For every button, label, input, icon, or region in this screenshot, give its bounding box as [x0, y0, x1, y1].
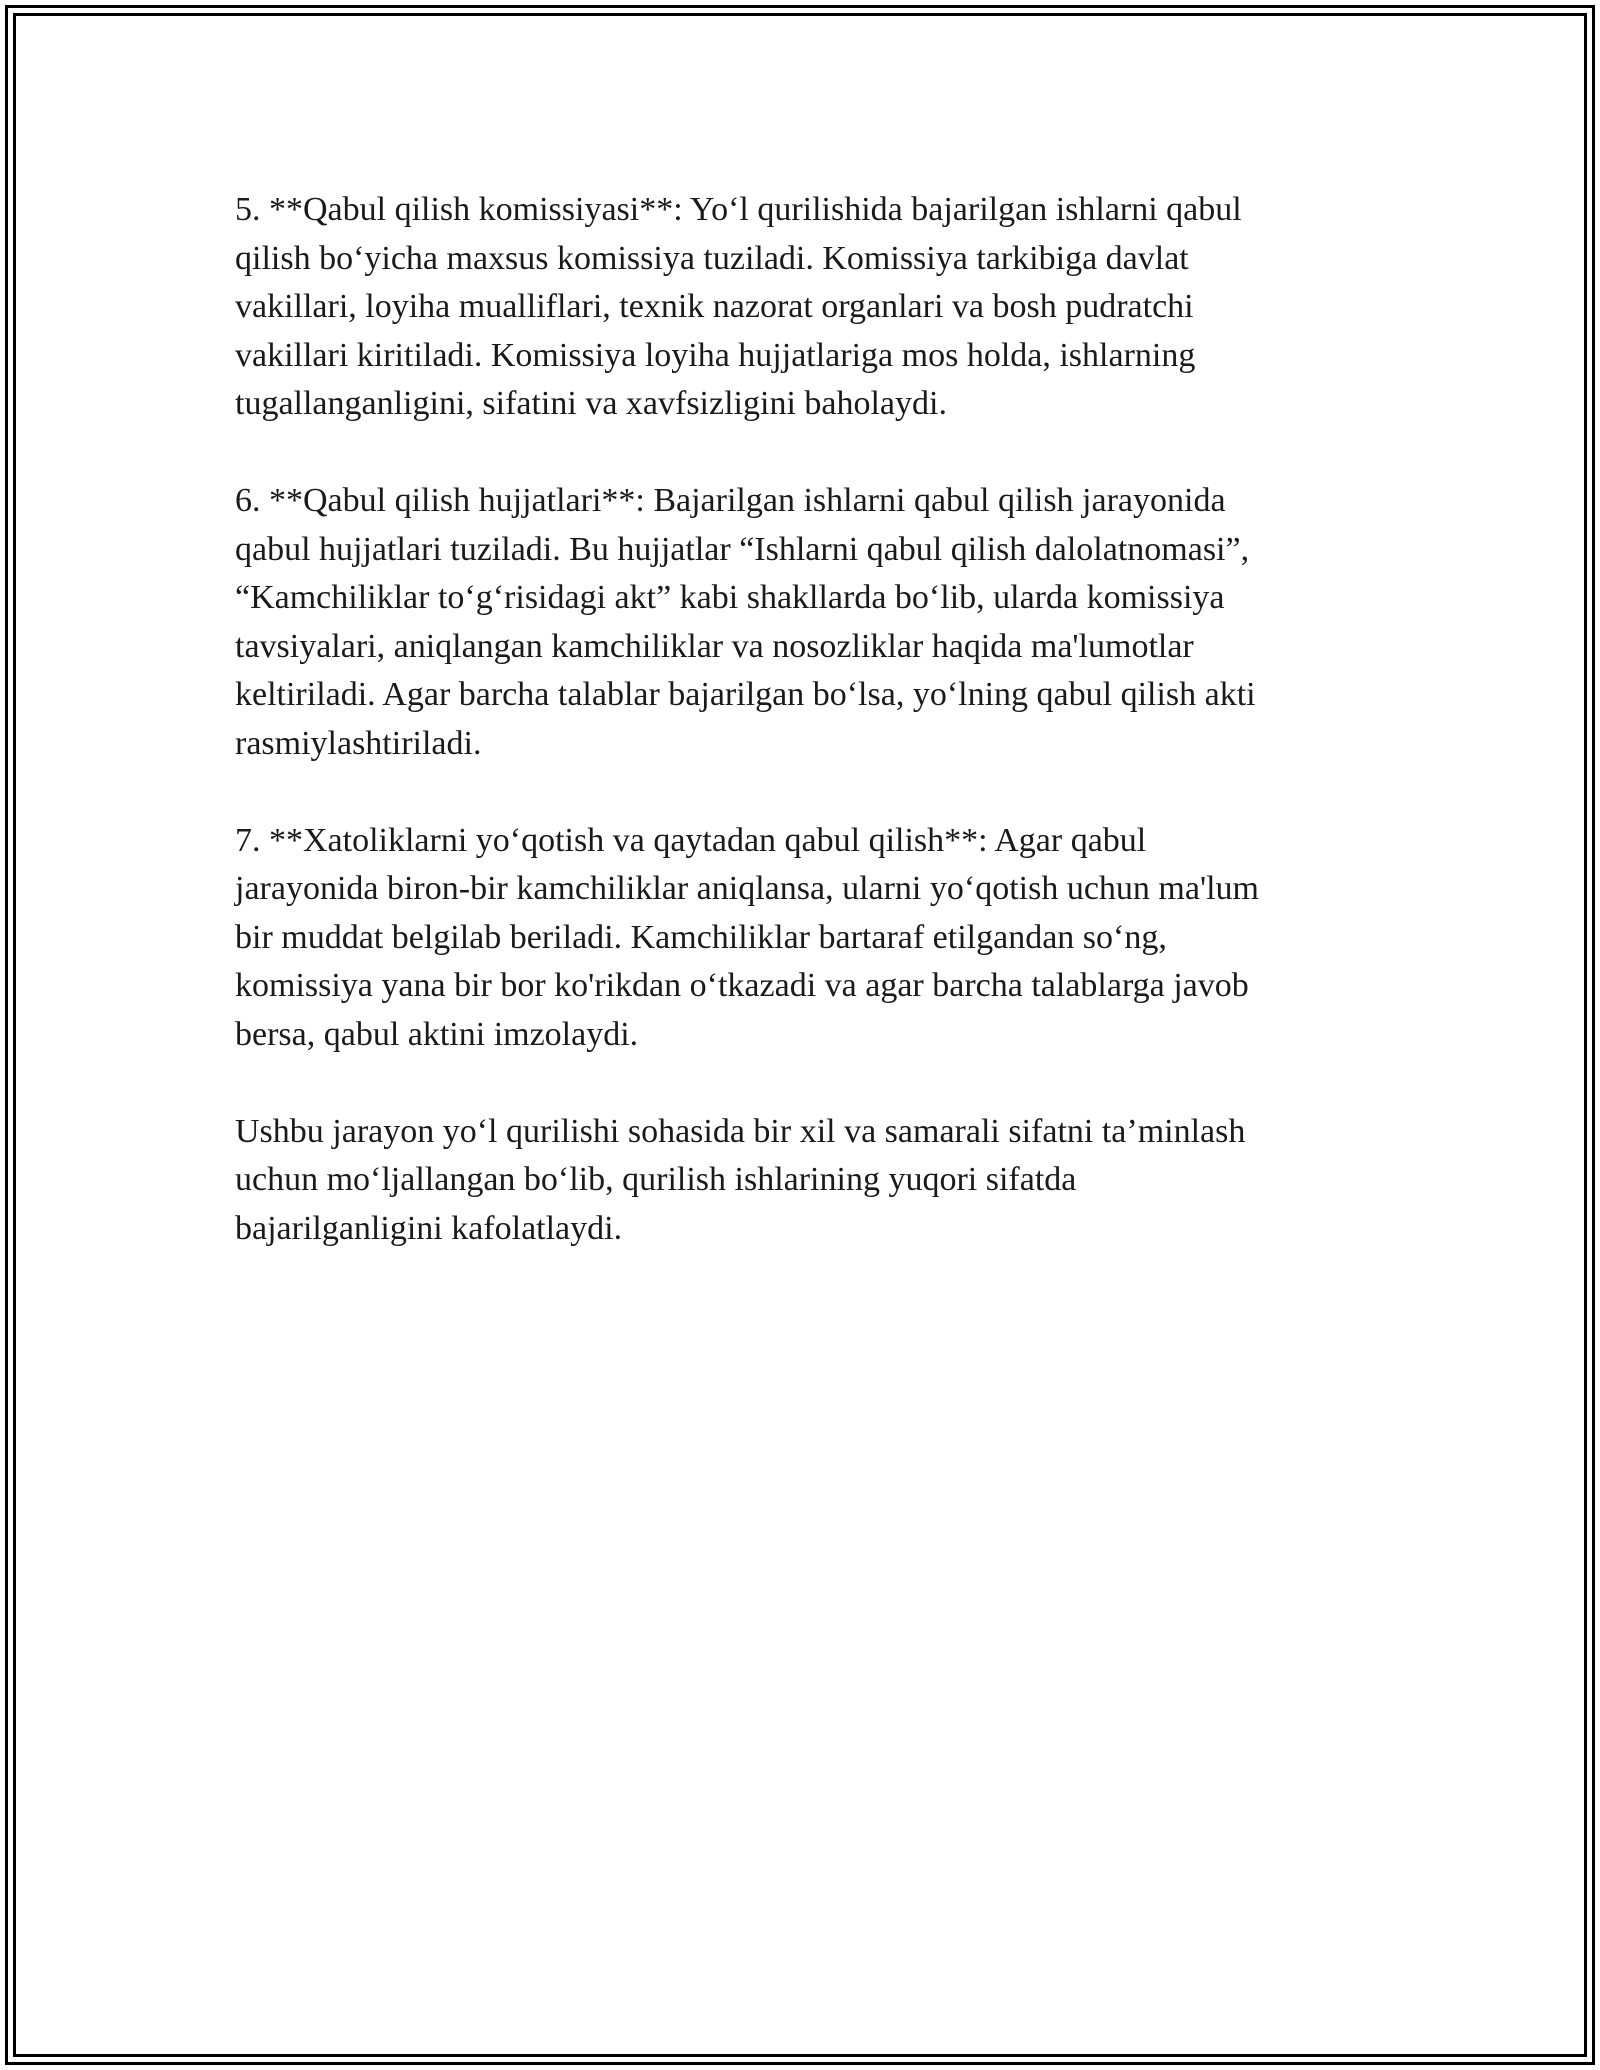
text-line: komissiya yana bir bor ko'rikdan o‘tkazadi va agar barcha talablarga javob: [235, 967, 1249, 1004]
paragraph-conclusion: [235, 1108, 1355, 1254]
text-line: qilish bo‘yicha maxsus komissiya tuziladi. Komissiya tarkibiga davlat: [235, 239, 1189, 277]
text-line: vakillari kiritiladi. Komissiya loyiha hujjatlariga mos holda, ishlarning: [235, 336, 1196, 374]
text-line: tugallanganligini, sifatini va xavfsizligini baholaydi.: [235, 385, 947, 422]
text-line: bir muddat belgilab beriladi. Kamchiliklar bartaraf etilgandan so‘ng,: [235, 918, 1167, 956]
text-line: “Kamchiliklar to‘g‘risidagi akt” kabi shakllarda bo‘lib, ularda komissiya: [235, 579, 1225, 616]
text-line: keltiriladi. Agar barcha talablar bajarilgan bo‘lsa, yo‘lning qabul qilish akti: [235, 676, 1256, 713]
text-line: bersa, qabul aktini imzolaydi.: [235, 1015, 639, 1053]
text-line: Ushbu jarayon yo‘l qurilishi sohasida bir xil va samarali sifatni ta’minlash: [235, 1112, 1246, 1150]
text-line: bajarilganligini kafolatlaydi.: [235, 1209, 623, 1247]
text-line: uchun mo‘ljallangan bo‘lib, qurilish ishlarining yuqori sifatda: [235, 1161, 1077, 1198]
text-line: tavsiyalari, aniqlangan kamchiliklar va nosozliklar haqida ma'lumotlar: [235, 627, 1194, 665]
text-line: 5. **Qabul qilish komissiyasi**: Yo‘l qurilishida bajarilgan ishlarni qabul: [235, 191, 1242, 228]
paragraph-xatoliklarni-yoqotish: [235, 817, 1355, 1060]
text-line: qabul hujjatlari tuziladi. Bu hujjatlar “Ishlarni qabul qilish dalolatnomasi”,: [235, 530, 1250, 568]
text-line: vakillari, loyiha mualliflari, texnik nazorat organlari va bosh pudratchi: [235, 288, 1194, 325]
text-line: 6. **Qabul qilish hujjatlari**: Bajarilgan ishlarni qabul qilish jarayonida: [235, 482, 1226, 519]
paragraph-qabul-komissiyasi: [235, 186, 1355, 429]
text-line: 7. **Xatoliklarni yo‘qotish va qaytadan qabul qilish**: Agar qabul: [235, 821, 1147, 859]
text-line: rasmiylashtiriladi.: [235, 724, 482, 762]
paragraph-qabul-hujjatlari: [235, 477, 1355, 768]
text-line: jarayonida biron-bir kamchiliklar aniqlansa, ularni yo‘qotish uchun ma'lum: [235, 870, 1259, 907]
document-body: [235, 186, 1355, 1302]
